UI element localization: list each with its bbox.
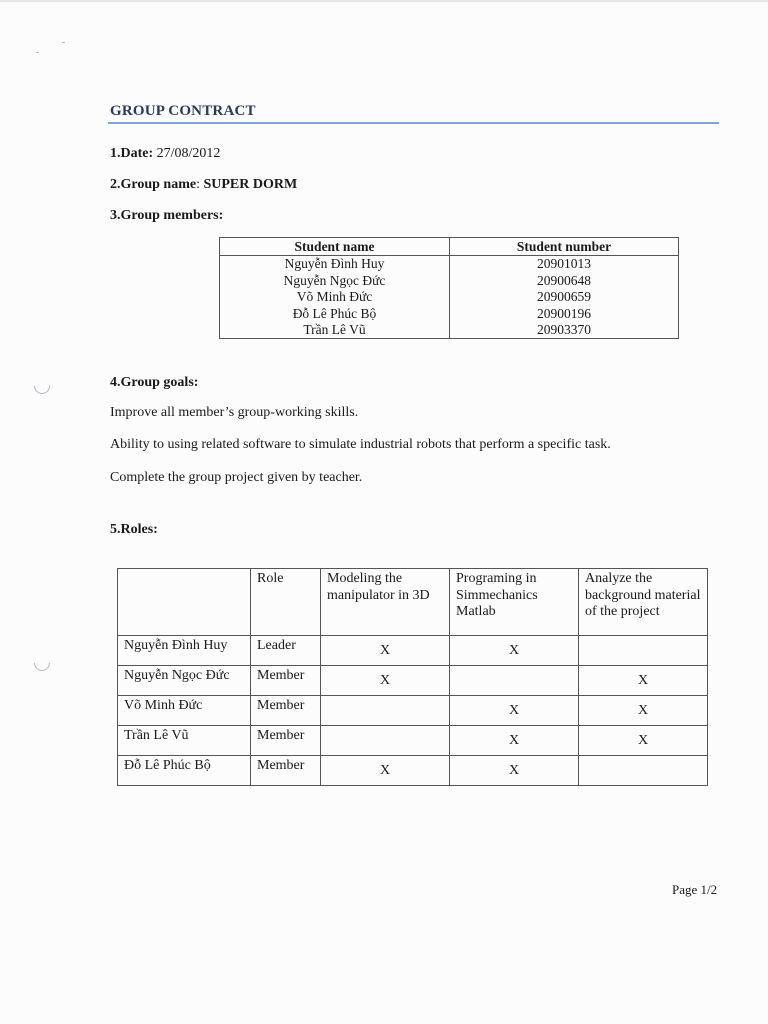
members-header-number: Student number	[450, 238, 679, 256]
scan-speck	[36, 52, 39, 53]
date-value: 27/08/2012	[156, 146, 221, 161]
members-heading: 3.Group members:	[110, 208, 224, 223]
scan-speck	[62, 42, 65, 43]
student-number: 20903370	[450, 322, 679, 339]
document-title: GROUP CONTRACT	[110, 103, 256, 119]
member-name: Trần Lê Vũ	[118, 726, 251, 756]
student-number: 20900648	[450, 273, 679, 289]
task-mark: X	[450, 696, 579, 726]
group-name-line: 2.Group name: SUPER DORM	[110, 177, 298, 192]
task-mark: X	[321, 636, 450, 666]
members-header-name: Student name	[220, 238, 450, 256]
title-underline	[108, 122, 719, 124]
table-row	[220, 289, 679, 305]
goals-heading: 4.Group goals:	[110, 375, 199, 390]
task-mark: X	[321, 666, 450, 696]
goal-item: Complete the group project given by teacher.	[110, 470, 363, 485]
group-name-label: 2.Group name	[110, 177, 197, 192]
date-label: 1.Date:	[110, 146, 154, 161]
task-mark: X	[321, 756, 450, 786]
member-role: Member	[251, 756, 321, 786]
punch-hole-mark	[31, 652, 54, 675]
member-name: Nguyễn Ngọc Đức	[118, 666, 251, 696]
student-number: 20901013	[450, 256, 679, 273]
table-row	[118, 756, 708, 786]
task-mark	[321, 696, 450, 726]
members-header-row	[220, 238, 679, 256]
student-number: 20900659	[450, 289, 679, 305]
task-mark: X	[450, 726, 579, 756]
task-mark	[579, 756, 708, 786]
roles-header-role: Role	[251, 569, 321, 636]
date-line	[110, 146, 220, 162]
table-row	[118, 726, 708, 756]
task-mark: X	[579, 666, 708, 696]
roles-header-member	[118, 569, 251, 636]
member-role: Member	[251, 696, 321, 726]
member-name: Đỗ Lê Phúc Bộ	[118, 756, 251, 786]
student-number: 20900196	[450, 306, 679, 322]
table-row	[220, 273, 679, 289]
punch-hole-mark	[31, 375, 54, 398]
page-number: Page 1/2	[672, 882, 718, 897]
table-row	[118, 696, 708, 726]
table-row	[220, 322, 679, 339]
roles-header-modeling: Modeling the manipulator in 3D	[321, 569, 450, 636]
member-name: Võ Minh Đức	[118, 696, 251, 726]
table-row	[118, 666, 708, 696]
task-mark: X	[579, 726, 708, 756]
roles-header-programing: Programing in Simmechanics Matlab	[450, 569, 579, 636]
member-role: Member	[251, 726, 321, 756]
goal-item: Ability to using related software to simulate industrial robots that perform a specific task.	[110, 437, 611, 452]
member-name: Nguyễn Đình Huy	[118, 636, 251, 666]
table-row	[220, 306, 679, 322]
table-row	[118, 636, 708, 666]
task-mark: X	[450, 756, 579, 786]
member-role: Member	[251, 666, 321, 696]
student-name: Trần Lê Vũ	[220, 322, 450, 339]
student-name: Nguyễn Ngọc Đức	[220, 273, 450, 289]
task-mark: X	[579, 696, 708, 726]
roles-header-row	[118, 569, 708, 636]
task-mark	[450, 666, 579, 696]
task-mark	[321, 726, 450, 756]
student-name: Đỗ Lê Phúc Bộ	[220, 306, 450, 322]
goal-item: Improve all member’s group-working skills.	[110, 405, 359, 420]
task-mark	[579, 636, 708, 666]
roles-header-analyze: Analyze the background material of the project	[579, 569, 708, 636]
table-row	[220, 256, 679, 273]
roles-heading: 5.Roles:	[110, 522, 158, 537]
student-name: Nguyễn Đình Huy	[220, 256, 450, 273]
members-table	[219, 237, 679, 339]
scan-edge	[0, 0, 768, 2]
group-name-value: SUPER DORM	[203, 177, 298, 192]
member-role: Leader	[251, 636, 321, 666]
student-name: Võ Minh Đức	[220, 289, 450, 305]
roles-table	[117, 568, 708, 786]
task-mark: X	[450, 636, 579, 666]
